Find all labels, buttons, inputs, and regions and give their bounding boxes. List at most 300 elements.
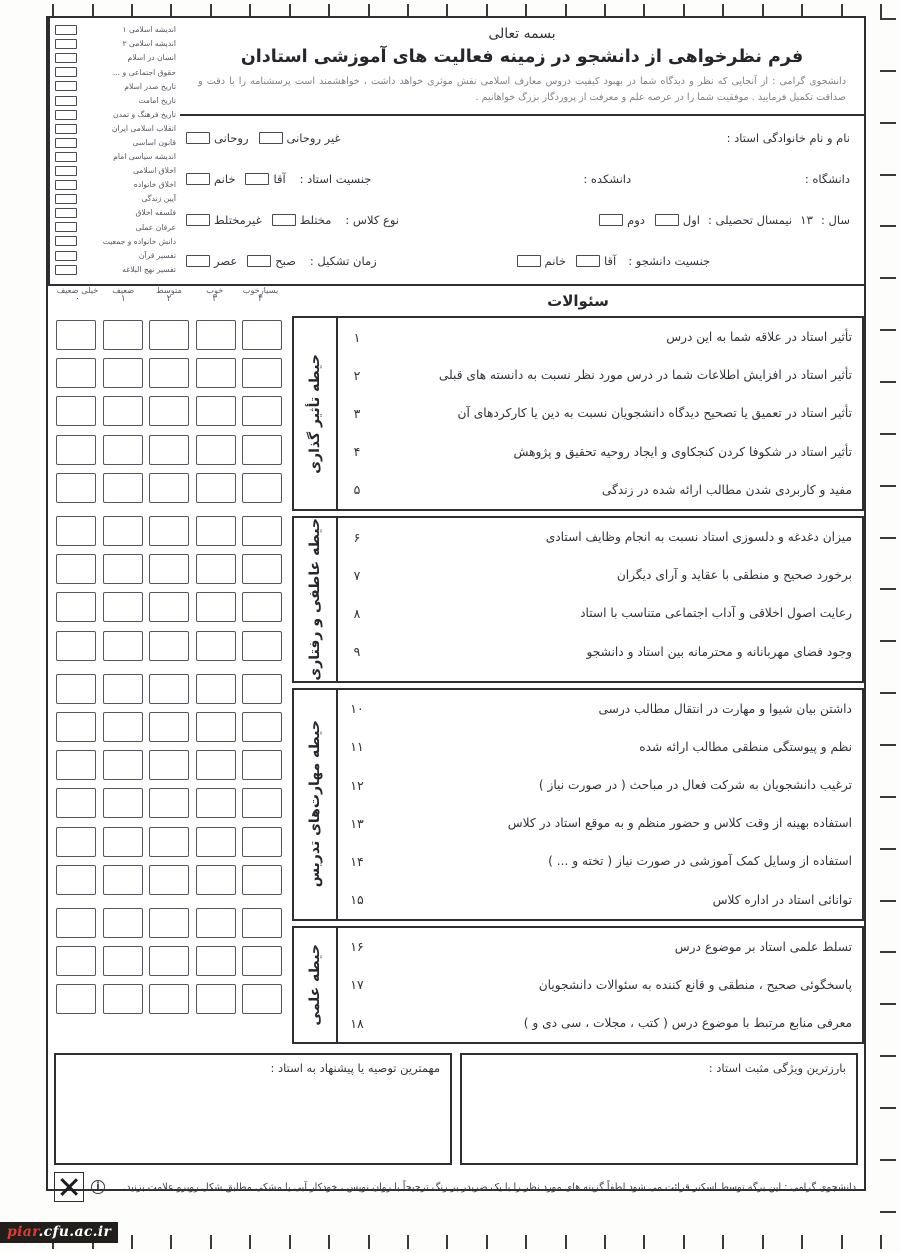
answer-box[interactable] bbox=[242, 908, 282, 938]
answer-box[interactable] bbox=[103, 908, 143, 938]
answer-box[interactable] bbox=[149, 865, 189, 895]
form-frame bbox=[46, 16, 866, 1191]
course-checklist-item[interactable] bbox=[55, 178, 176, 192]
question-text: تأثیر استاد در شکوفا کردن کنجکاوی و ایجاد روحیه تحقیق و پژوهش bbox=[513, 444, 852, 459]
answer-box[interactable] bbox=[103, 554, 143, 584]
answer-box[interactable] bbox=[242, 396, 282, 426]
answer-box[interactable] bbox=[56, 435, 96, 465]
answer-box[interactable] bbox=[103, 516, 143, 546]
question-group-title bbox=[294, 518, 338, 681]
question-text: برخورد صحیح و منطقی با عقاید و آرای دیگران bbox=[616, 568, 852, 583]
checkbox[interactable] bbox=[55, 124, 77, 134]
answer-row bbox=[52, 627, 286, 665]
answer-box[interactable] bbox=[56, 358, 96, 388]
info-icon: i bbox=[91, 1180, 105, 1194]
answer-box[interactable] bbox=[149, 984, 189, 1014]
question-number: ۴ bbox=[353, 444, 361, 460]
question-row bbox=[338, 633, 862, 671]
option-semester-second[interactable] bbox=[599, 213, 645, 227]
question-text: توانائی استاد در اداره کلاس bbox=[712, 892, 852, 907]
answer-box[interactable] bbox=[242, 712, 282, 742]
question-text: تسلط علمی استاد بر موضوع درس bbox=[674, 939, 852, 954]
question-group-title bbox=[294, 928, 338, 1043]
answer-row bbox=[52, 354, 286, 392]
option-label: صبح bbox=[275, 254, 296, 269]
answer-box[interactable] bbox=[196, 788, 236, 818]
scale-name: خیلی ضعیف bbox=[56, 285, 99, 295]
option-time-morning[interactable] bbox=[247, 254, 296, 268]
question-text: تأثیر استاد در افزایش اطلاعات شما در درس مورد نظر نسبت به دانسته های قبلی bbox=[438, 368, 852, 383]
option-clergy-no[interactable] bbox=[259, 131, 341, 145]
title-and-fields bbox=[180, 18, 864, 284]
option-label: غیر روحانی bbox=[286, 131, 341, 146]
checkbox[interactable] bbox=[186, 132, 210, 144]
scale-number: ۰ bbox=[75, 293, 80, 304]
answer-box[interactable] bbox=[242, 750, 282, 780]
scale-number: ۱ bbox=[120, 293, 126, 304]
answer-box[interactable] bbox=[103, 358, 143, 388]
instruction-paragraph: دانشجوی گرامی : از آنجایی که نظر و دیدگاه شما در بهبود کیفیت دروس معارف اسلامی نقش موثری خواهد داشت ، خواهشمند است پرسشنامه را با دقت و صداقت تکمیل فرمایید . موفقیت شما را در عرصه علم و معرفت از پروردگار بزرگ خواهانیم . bbox=[198, 76, 846, 103]
question-row bbox=[338, 690, 862, 728]
answer-box[interactable] bbox=[196, 473, 236, 503]
question-list bbox=[338, 518, 862, 681]
checkbox[interactable] bbox=[55, 166, 77, 176]
option-student-gender-male[interactable] bbox=[576, 254, 616, 268]
watermark-suffix: .cfu.ac.ir bbox=[38, 1224, 112, 1240]
answer-box[interactable] bbox=[56, 712, 96, 742]
option-prof-gender-female[interactable] bbox=[186, 172, 235, 186]
course-checklist-item[interactable] bbox=[55, 192, 176, 206]
answer-row bbox=[52, 670, 286, 708]
answer-box[interactable] bbox=[242, 674, 282, 704]
course-label: اندیشه اسلامی ۲ bbox=[122, 39, 176, 49]
rating-scale-column bbox=[56, 286, 99, 316]
x-mark-sample-icon bbox=[54, 1172, 84, 1202]
course-label: تاریخ فرهنگ و تمدن bbox=[113, 109, 176, 119]
checkbox[interactable] bbox=[599, 214, 623, 226]
option-label: مختلط bbox=[299, 213, 332, 228]
checkbox[interactable] bbox=[55, 110, 77, 120]
answer-box[interactable] bbox=[149, 674, 189, 704]
question-number: ۱۵ bbox=[350, 892, 364, 908]
question-number: ۱۸ bbox=[350, 1015, 364, 1031]
professor-gender-label: جنسیت استاد : bbox=[299, 172, 372, 187]
option-label: غیرمختلط bbox=[214, 213, 262, 228]
scale-number: ۲ bbox=[166, 293, 172, 304]
question-list bbox=[338, 318, 862, 509]
question-number: ۶ bbox=[353, 529, 361, 545]
course-label: فلسفه اخلاق bbox=[135, 208, 176, 218]
answer-box[interactable] bbox=[196, 435, 236, 465]
field-row-year-semester-classtype bbox=[186, 207, 850, 233]
scale-name: خوب bbox=[206, 285, 224, 295]
answer-box[interactable] bbox=[103, 592, 143, 622]
checkbox[interactable] bbox=[517, 255, 541, 267]
answer-box[interactable] bbox=[149, 473, 189, 503]
question-row bbox=[338, 1004, 862, 1042]
question-row bbox=[338, 318, 862, 356]
footer-note bbox=[48, 1167, 864, 1205]
answer-box[interactable] bbox=[149, 358, 189, 388]
question-number: ۱۲ bbox=[350, 777, 364, 793]
course-checklist-item[interactable] bbox=[55, 79, 176, 93]
answer-box[interactable] bbox=[196, 516, 236, 546]
answer-box[interactable] bbox=[149, 788, 189, 818]
course-checklist-item[interactable] bbox=[55, 249, 176, 263]
option-label: خانم bbox=[544, 254, 567, 269]
question-text: معرفی منابع مرتبط با موضوع درس ( کتب ، مجلات ، سی دی و ) bbox=[523, 1016, 852, 1031]
checkbox[interactable] bbox=[55, 222, 77, 232]
answer-box[interactable] bbox=[103, 946, 143, 976]
field-row-student-gender-classtime bbox=[186, 248, 850, 274]
course-label: اندیشه سیاسی امام bbox=[113, 152, 176, 162]
answer-box[interactable] bbox=[56, 788, 96, 818]
professor-name-label: نام و نام خانوادگی استاد : bbox=[726, 131, 850, 146]
free-text-box[interactable] bbox=[54, 1053, 452, 1165]
group-title-text: حیطه تأثیر گذاری bbox=[307, 353, 323, 474]
checkbox[interactable] bbox=[55, 180, 77, 190]
answer-box[interactable] bbox=[56, 750, 96, 780]
answer-box[interactable] bbox=[196, 592, 236, 622]
answer-box[interactable] bbox=[103, 435, 143, 465]
title-block bbox=[180, 18, 864, 116]
scale-name: ضعیف bbox=[112, 285, 135, 295]
answer-row bbox=[52, 942, 286, 980]
answer-row bbox=[52, 469, 286, 507]
answer-row bbox=[52, 316, 286, 354]
year-prefix-value[interactable]: ۱۳ bbox=[800, 213, 813, 228]
question-groups bbox=[292, 316, 864, 1044]
question-row bbox=[338, 880, 862, 918]
checkbox[interactable] bbox=[186, 214, 210, 226]
question-row bbox=[338, 471, 862, 509]
answer-box[interactable] bbox=[103, 320, 143, 350]
answer-box[interactable] bbox=[56, 984, 96, 1014]
answer-box[interactable] bbox=[103, 674, 143, 704]
answer-box[interactable] bbox=[56, 946, 96, 976]
option-clergy-yes[interactable] bbox=[186, 131, 249, 145]
page-title: فرم نظرخواهی از دانشجو در زمینه فعالیت های آموزشی استادان bbox=[240, 47, 804, 67]
checkbox[interactable] bbox=[655, 214, 679, 226]
free-text-label: مهمترین توصیه یا پیشنهاد به استاد : bbox=[270, 1061, 440, 1076]
answer-row bbox=[52, 550, 286, 588]
course-label: حقوق اجتماعی و ... bbox=[112, 67, 176, 77]
answer-row bbox=[52, 392, 286, 430]
option-label: دوم bbox=[627, 213, 645, 228]
course-label: آیین زندگی bbox=[141, 194, 176, 204]
answer-box[interactable] bbox=[103, 788, 143, 818]
registration-ticks-right bbox=[878, 18, 896, 1213]
option-label: آقا bbox=[273, 172, 286, 187]
question-row bbox=[338, 356, 862, 394]
question-number: ۲ bbox=[353, 367, 361, 383]
course-checklist-item[interactable] bbox=[55, 206, 176, 220]
question-number: ۱۷ bbox=[350, 977, 364, 993]
question-number: ۹ bbox=[353, 644, 361, 660]
course-checklist-item[interactable] bbox=[55, 263, 176, 277]
answer-box[interactable] bbox=[149, 396, 189, 426]
question-text: ترغیب دانشجویان به شرکت فعال در مباحث ( در صورت نیاز ) bbox=[538, 778, 852, 792]
option-semester-first[interactable] bbox=[655, 213, 700, 227]
question-number: ۸ bbox=[353, 605, 361, 621]
answer-box[interactable] bbox=[196, 712, 236, 742]
course-checklist-item[interactable] bbox=[55, 122, 176, 136]
answer-box[interactable] bbox=[149, 435, 189, 465]
rating-scale-column bbox=[239, 286, 282, 316]
answer-box[interactable] bbox=[196, 827, 236, 857]
question-row bbox=[338, 842, 862, 880]
answer-box[interactable] bbox=[242, 473, 282, 503]
checkbox[interactable] bbox=[55, 208, 77, 218]
answer-box[interactable] bbox=[242, 631, 282, 661]
group-title-text: حیطه علمی bbox=[307, 944, 323, 1026]
course-label: عرفان عملی bbox=[135, 222, 176, 232]
questionnaire-section bbox=[48, 286, 864, 1049]
answer-row bbox=[52, 588, 286, 626]
question-text: وجود فضای مهربانانه و محترمانه بین استاد و دانشجو bbox=[586, 644, 852, 659]
answer-box[interactable] bbox=[196, 320, 236, 350]
question-group bbox=[292, 316, 864, 511]
question-group-title bbox=[294, 690, 338, 919]
question-text: پاسخگوئی صحیح ، منطقی و قانع کننده به سئوالات دانشجویان bbox=[538, 977, 852, 992]
checkbox[interactable] bbox=[272, 214, 296, 226]
checkbox[interactable] bbox=[55, 251, 77, 261]
registration-ticks-bottom bbox=[52, 1235, 882, 1251]
question-text: تأثیر استاد در تعمیق یا تصحیح دیدگاه دانشجویان نسبت به دین یا کارکردهای آن bbox=[457, 406, 852, 421]
answer-box[interactable] bbox=[56, 865, 96, 895]
answer-box[interactable] bbox=[242, 946, 282, 976]
question-text: استفاده بهینه از وقت کلاس و حضور منظم و به موقع استاد در کلاس bbox=[507, 816, 852, 831]
answer-box[interactable] bbox=[242, 320, 282, 350]
checkbox[interactable] bbox=[186, 173, 210, 185]
question-row bbox=[338, 928, 862, 966]
answer-box[interactable] bbox=[196, 750, 236, 780]
free-text-section bbox=[48, 1049, 864, 1167]
course-checklist-item[interactable] bbox=[55, 37, 176, 51]
group-title-text: حیطه مهارت‌های تدریس bbox=[307, 720, 323, 888]
answer-box[interactable] bbox=[103, 712, 143, 742]
answer-box[interactable] bbox=[242, 554, 282, 584]
question-row bbox=[338, 728, 862, 766]
checkbox[interactable] bbox=[259, 132, 283, 144]
answer-rows bbox=[52, 316, 286, 1018]
answer-box[interactable] bbox=[196, 674, 236, 704]
semester-label: نیمسال تحصیلی : bbox=[707, 213, 793, 228]
answer-box[interactable] bbox=[196, 908, 236, 938]
rating-scale-column bbox=[193, 286, 236, 316]
free-text-box[interactable] bbox=[460, 1053, 858, 1165]
answer-box[interactable] bbox=[56, 592, 96, 622]
university-label: دانشگاه : bbox=[804, 172, 850, 187]
answer-row bbox=[52, 822, 286, 860]
question-row bbox=[338, 766, 862, 804]
option-label: اول bbox=[682, 213, 700, 228]
answer-box[interactable] bbox=[103, 473, 143, 503]
answer-box[interactable] bbox=[196, 984, 236, 1014]
checkbox[interactable] bbox=[186, 255, 210, 267]
answer-row bbox=[52, 784, 286, 822]
answer-box[interactable] bbox=[149, 592, 189, 622]
question-number: ۱ bbox=[353, 329, 361, 345]
year-label: سال : bbox=[820, 213, 850, 228]
option-label: عصر bbox=[214, 254, 238, 269]
course-checklist-item[interactable] bbox=[55, 150, 176, 164]
faculty-label: دانشکده : bbox=[583, 172, 632, 187]
course-checklist-item[interactable] bbox=[55, 93, 176, 107]
answer-row bbox=[52, 904, 286, 942]
checkbox[interactable] bbox=[247, 255, 271, 267]
course-checklist-item[interactable] bbox=[55, 220, 176, 234]
option-student-gender-female[interactable] bbox=[517, 254, 566, 268]
question-number: ۱۳ bbox=[350, 815, 364, 831]
answer-box[interactable] bbox=[242, 592, 282, 622]
answer-box[interactable] bbox=[149, 908, 189, 938]
question-row bbox=[338, 518, 862, 556]
course-label: قانون اساسی bbox=[132, 138, 176, 147]
answer-box[interactable] bbox=[56, 396, 96, 426]
question-number: ۱۴ bbox=[350, 853, 364, 869]
answer-box[interactable] bbox=[196, 946, 236, 976]
answer-box[interactable] bbox=[149, 712, 189, 742]
question-row bbox=[338, 594, 862, 632]
answer-box[interactable] bbox=[149, 946, 189, 976]
course-label: انسان در اسلام bbox=[127, 53, 176, 63]
checkbox[interactable] bbox=[55, 96, 77, 106]
rating-scale-column bbox=[148, 286, 191, 316]
course-label: اندیشه اسلامی ۱ bbox=[122, 25, 176, 35]
answer-box[interactable] bbox=[196, 554, 236, 584]
answer-box[interactable] bbox=[103, 865, 143, 895]
question-group bbox=[292, 516, 864, 683]
option-class-not-mixed[interactable] bbox=[186, 213, 262, 227]
answer-grid bbox=[48, 286, 288, 1049]
checkbox[interactable] bbox=[55, 194, 77, 204]
question-group bbox=[292, 926, 864, 1045]
answer-box[interactable] bbox=[103, 827, 143, 857]
answer-box[interactable] bbox=[196, 631, 236, 661]
answer-box[interactable] bbox=[103, 984, 143, 1014]
course-label: انقلاب اسلامی ایران bbox=[111, 123, 176, 133]
class-time-label: زمان تشکیل : bbox=[309, 254, 377, 269]
answer-box[interactable] bbox=[56, 516, 96, 546]
rating-scale-header bbox=[52, 286, 286, 316]
question-text: رعایت اصول اخلاقی و آداب اجتماعی متناسب با استاد bbox=[580, 606, 852, 621]
checkbox[interactable] bbox=[55, 53, 77, 63]
scale-number: ۴ bbox=[258, 293, 263, 304]
answer-box[interactable] bbox=[56, 827, 96, 857]
checkbox[interactable] bbox=[55, 25, 77, 35]
scale-name: متوسط bbox=[156, 285, 182, 295]
answer-box[interactable] bbox=[242, 827, 282, 857]
answer-box[interactable] bbox=[242, 516, 282, 546]
course-checklist-item[interactable] bbox=[55, 51, 176, 65]
answer-row bbox=[52, 746, 286, 784]
answer-box[interactable] bbox=[103, 396, 143, 426]
group-title-text: حیطه عاطفی و رفتاری bbox=[307, 517, 323, 681]
question-row bbox=[338, 433, 862, 471]
course-checklist-item[interactable] bbox=[55, 234, 176, 248]
checkbox[interactable] bbox=[55, 265, 77, 275]
answer-box[interactable] bbox=[242, 435, 282, 465]
question-row bbox=[338, 966, 862, 1004]
question-row bbox=[338, 556, 862, 594]
checkbox[interactable] bbox=[55, 152, 77, 162]
answer-box[interactable] bbox=[242, 865, 282, 895]
answer-box[interactable] bbox=[149, 631, 189, 661]
question-number: ۵ bbox=[353, 482, 361, 498]
free-text-label: بارزترین ویژگی مثبت استاد : bbox=[708, 1061, 846, 1076]
course-label: اخلاق اسلامی bbox=[132, 166, 176, 176]
course-checklist-item[interactable] bbox=[55, 108, 176, 122]
question-group bbox=[292, 688, 864, 921]
course-checklist-item[interactable] bbox=[55, 65, 176, 79]
answer-box[interactable] bbox=[56, 473, 96, 503]
scale-name: بسیارخوب bbox=[242, 285, 279, 295]
question-number: ۳ bbox=[353, 405, 361, 421]
question-text: داشتن بیان شیوا و مهارت در انتقال مطالب درسی bbox=[598, 701, 852, 716]
besmellah-text: بسمه تعالی bbox=[488, 26, 556, 42]
question-text: تأثیر استاد در علاقه شما به این درس bbox=[666, 330, 852, 345]
course-label: تفسیر قرآن bbox=[138, 250, 176, 260]
answer-box[interactable] bbox=[242, 984, 282, 1014]
question-number: ۷ bbox=[353, 567, 361, 583]
answer-box[interactable] bbox=[242, 358, 282, 388]
answer-box[interactable] bbox=[56, 554, 96, 584]
answer-box[interactable] bbox=[103, 631, 143, 661]
question-text: نظم و پیوستگی منطقی مطالب ارائه شده bbox=[639, 739, 852, 754]
option-label: آقا bbox=[604, 254, 617, 269]
student-gender-label: جنسیت دانشجو : bbox=[628, 254, 711, 269]
answer-box[interactable] bbox=[56, 908, 96, 938]
course-checklist-item[interactable] bbox=[55, 164, 176, 178]
checkbox[interactable] bbox=[55, 138, 77, 148]
question-text: استفاده از وسایل کمک آموزشی در صورت نیاز ( تخته و ... ) bbox=[548, 854, 852, 869]
checkbox[interactable] bbox=[55, 236, 77, 246]
metadata-fields bbox=[180, 116, 864, 284]
rating-scale-column bbox=[102, 286, 145, 316]
option-prof-gender-male[interactable] bbox=[245, 172, 285, 186]
option-time-afternoon[interactable] bbox=[186, 254, 237, 268]
checkbox[interactable] bbox=[55, 39, 77, 49]
answer-box[interactable] bbox=[149, 750, 189, 780]
questions-column bbox=[288, 286, 864, 1049]
answer-box[interactable] bbox=[149, 516, 189, 546]
checkbox[interactable] bbox=[55, 81, 77, 91]
answer-box[interactable] bbox=[149, 827, 189, 857]
answer-box[interactable] bbox=[103, 750, 143, 780]
course-checklist-item[interactable] bbox=[55, 23, 176, 37]
answer-box[interactable] bbox=[242, 788, 282, 818]
course-checklist-item[interactable] bbox=[55, 136, 176, 150]
answer-box[interactable] bbox=[56, 631, 96, 661]
answer-box[interactable] bbox=[196, 865, 236, 895]
answer-box[interactable] bbox=[196, 358, 236, 388]
checkbox[interactable] bbox=[576, 255, 600, 267]
answer-box[interactable] bbox=[56, 320, 96, 350]
checkbox[interactable] bbox=[55, 67, 77, 77]
answer-box[interactable] bbox=[149, 320, 189, 350]
question-text: میزان دغدغه و دلسوزی استاد نسبت به انجام وظایف استادی bbox=[545, 530, 852, 545]
checkbox[interactable] bbox=[245, 173, 269, 185]
course-label: دانش خانواده و جمعیت bbox=[102, 236, 176, 246]
question-list bbox=[338, 928, 862, 1043]
answer-box[interactable] bbox=[196, 396, 236, 426]
question-number: ۱۰ bbox=[350, 701, 364, 717]
answer-box[interactable] bbox=[56, 674, 96, 704]
option-class-mixed[interactable] bbox=[272, 213, 332, 227]
option-label: روحانی bbox=[214, 131, 249, 146]
answer-box[interactable] bbox=[149, 554, 189, 584]
